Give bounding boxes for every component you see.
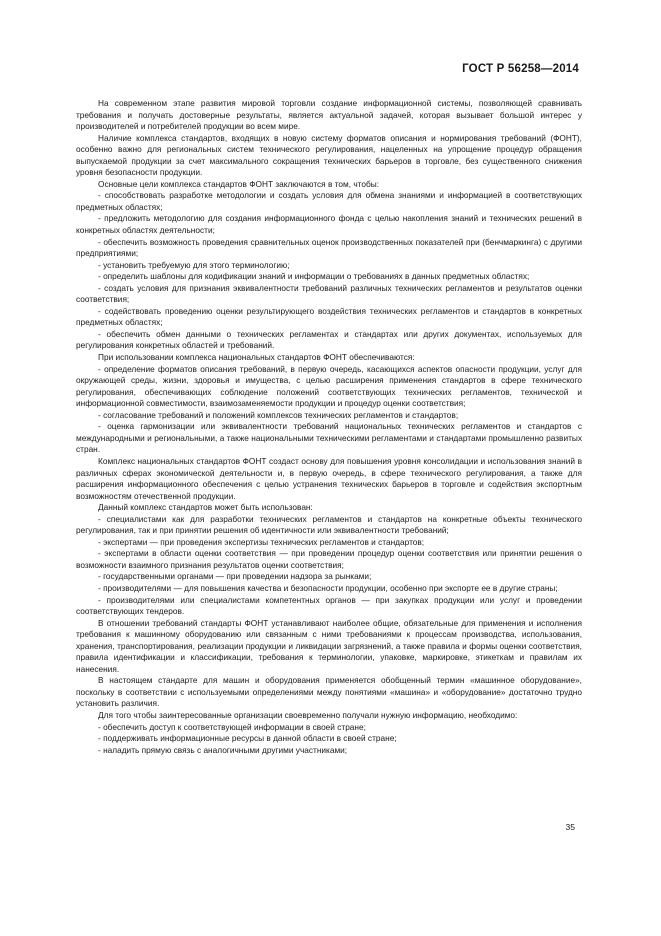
body-paragraph: - предложить методологию для создания информационного фонда с целью накопления знаний и технических решений в конкретных областях деятельности; <box>76 213 582 236</box>
body-paragraph: - государственными органами — при проведении надзора за рынками; <box>98 571 372 582</box>
body-paragraph: - экспертами — при проведения экспертизы технических регламентов и стандартов; <box>98 536 425 547</box>
body-paragraph: - способствовать разработке методологии и создать условия для обмена знаниями и информацией в соответствующих предметных областях; <box>76 190 582 212</box>
body-paragraph: - согласование требований и положений комплексов технических регламентов и стандартов; <box>98 409 459 420</box>
body-paragraph: Для того чтобы заинтересованные организации своевременно получали нужную информацию, необходимо: <box>98 709 518 720</box>
body-paragraph: - производителями или специалистами компетентных органов — при закупках продукции или услуг и проведении соответствующих тендеров. <box>76 594 582 617</box>
body-paragraph: В отношении требований стандарты ФОНТ устанавливают наиболее общие, обязательные для применения и исполнения требования к машинному оборудованию или связанным с ними требованиями к процессам производства, использования, хранения, транспортирования, реализации продукции и ликвидации загрязнений, а также правила и формы оценки соответствия, правила идентификации и классификации, требования к терминологии, упаковке, маркировке, этикеткам и правилам их нанесения. <box>76 617 582 674</box>
body-paragraph: - наладить прямую связь с аналогичными другими участниками; <box>98 744 348 755</box>
standard-code-header: ГОСТ Р 56258—2014 <box>462 63 579 75</box>
body-paragraph: - содействовать проведению оценки результирующего воздействия технических регламентов и стандартов в конкретных предметных областях; <box>76 305 582 328</box>
body-paragraph: - производителями — для повышения качества и безопасности продукции, особенно при экспорте ее в другие страны; <box>98 582 558 593</box>
body-paragraph: - экспертами в области оценки соответствия — при проведении процедур оценки соответствия или принятии решения о возможности взаимного признания результатов оценки соответствия; <box>76 548 582 570</box>
body-paragraph: Данный комплекс стандартов может быть использован: <box>98 502 313 513</box>
body-paragraph: - специалистами как для разработки технических регламентов и стандартов на конкретные объекты технического регулирования, так и при принятии решения об идентичности или эквивалентности требований; <box>76 513 582 536</box>
body-paragraph: - установить требуемую для этого терминологию; <box>98 259 290 270</box>
body-paragraph: В настоящем стандарте для машин и оборудования применяется обобщенный термин «машинное оборудование», поскольку в соответствии с используемыми определениями между понятиями «машина» и «оборудование» достаточно трудно установить различия. <box>76 675 582 709</box>
body-paragraph: - определить шаблоны для кодификации знаний и информации о требованиях в данных предметных областях; <box>98 271 530 282</box>
body-paragraph: - обеспечить обмен данными о технических регламентах и стандартах или других документах, используемых для регулирования конкретных областей и требований. <box>76 328 582 351</box>
body-paragraph: Основные цели комплекса стандартов ФОНТ заключаются в том, чтобы: <box>98 178 379 189</box>
body-paragraph: - оценка гармонизации или эквивалентности требований национальных технических регламентов и стандартов с международными и региональными, а также национальными техническими регламентами и стандартами промышленно развитых стран. <box>76 421 582 455</box>
page-number: 35 <box>565 822 575 832</box>
body-paragraph: - обеспечить возможность проведения сравнительных оценок производственных показателей при (бенчмаркинга) с другими предприятиями; <box>76 236 582 259</box>
body-paragraph: - определение форматов описания требований, в первую очередь, касающихся аспектов опасности продукции, услуг для окружающей среды, жизни, здоровья и имущества, с целью расширения применения стандартов в сфере технического регулирования, обеспечивающих соблюдение положений соответствующих технических регламентов, технической и информационной совместимости, взаимозаменяемости продукции и процедур оценки соответствия; <box>76 363 582 409</box>
body-paragraph: - обеспечить доступ к соответствующей информации в своей стране; <box>98 721 366 732</box>
body-paragraph: Наличие комплекса стандартов, входящих в новую систему форматов описания и нормирования требований (ФОНТ), особенно важно для региональных систем технического регулирования, нацеленных на упрощение процедур обращения выпускаемой продукции за счет максимального сокращения технических барьеров в торговле, без существенного снижения уровня безопасности продукции. <box>76 132 582 178</box>
body-paragraph: При использовании комплекса национальных стандартов ФОНТ обеспечиваются: <box>98 352 415 363</box>
document-body <box>76 98 582 756</box>
body-paragraph: На современном этапе развития мировой торговли создание информационной системы, позволяющей сравнивать требования и получать достоверные результаты, является актуальной задачей, которая вызывает большой интерес у производителей и потребителей продукции во всем мире. <box>76 98 582 132</box>
body-paragraph: - поддерживать информационные ресурсы в данной области в своей стране; <box>98 733 397 744</box>
body-paragraph: - создать условия для признания эквивалентности требований различных технических регламентов и результатов оценки соответствия; <box>76 282 582 305</box>
body-paragraph: Комплекс национальных стандартов ФОНТ создаст основу для повышения уровня консолидации и использования знаний в различных сферах экономической деятельности и, в первую очередь, в сфере технического регулирования, а также для расширения информационного обеспечения с целью устранения технических барьеров в торговле и содействия экспортным возможностям отечественной продукции. <box>76 455 582 501</box>
